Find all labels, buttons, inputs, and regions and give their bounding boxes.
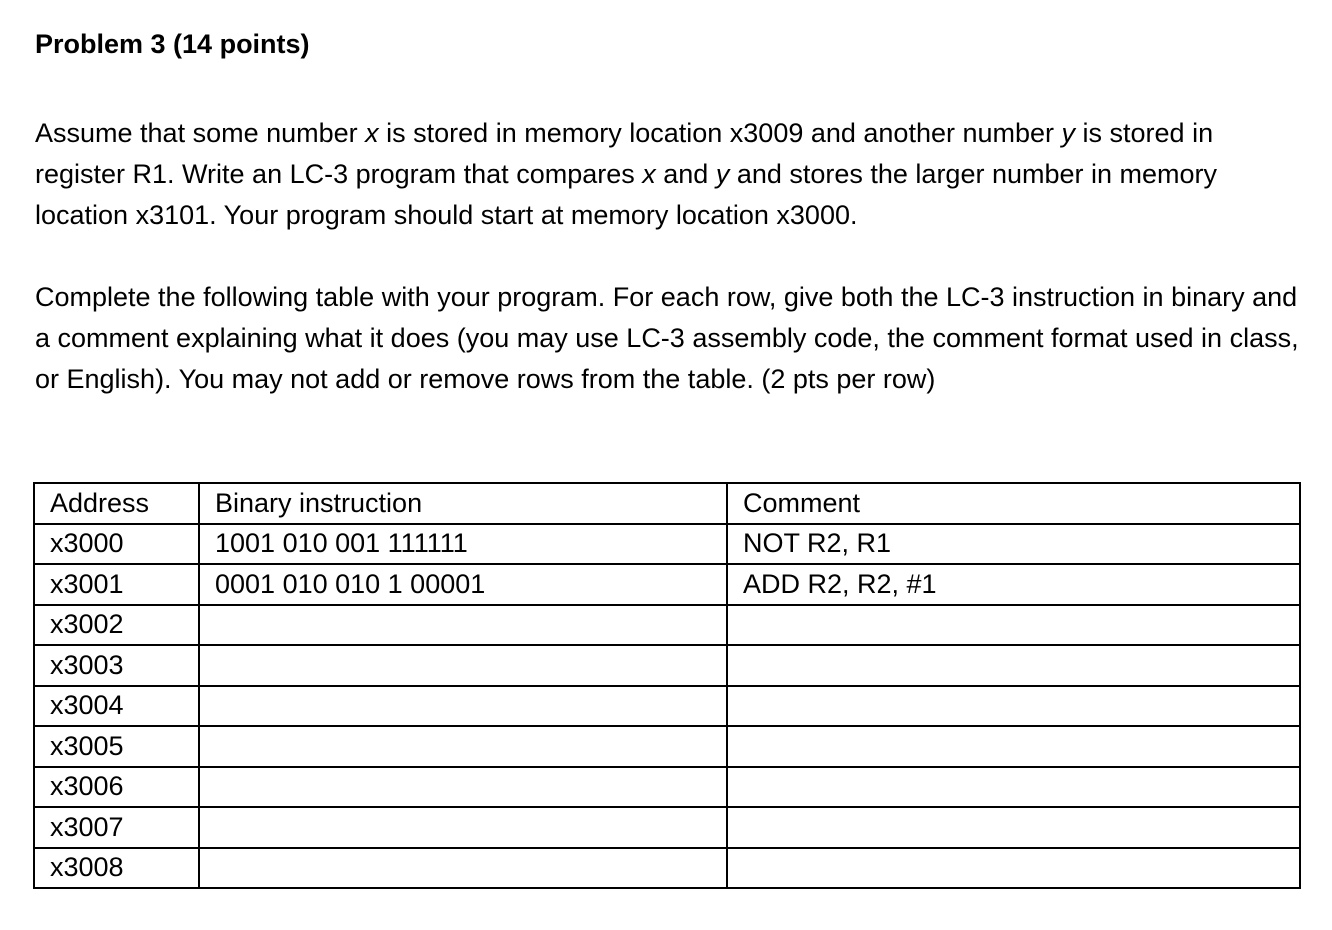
comment-cell[interactable] — [727, 767, 1300, 808]
table-row — [34, 645, 1300, 686]
variable-x: x — [365, 118, 379, 149]
table-row — [34, 848, 1300, 889]
column-header-address: Address — [34, 483, 199, 524]
comment-cell[interactable] — [727, 645, 1300, 686]
binary-instruction-cell[interactable] — [199, 807, 727, 848]
address-cell: x3003 — [34, 645, 199, 686]
binary-instruction-cell[interactable] — [199, 767, 727, 808]
address-cell: x3006 — [34, 767, 199, 808]
statement-text-5: and stores the larger number in memory location x3101. Your program should start at memory location x3000. — [35, 159, 1218, 231]
binary-instruction-cell[interactable] — [199, 848, 727, 889]
problem-statement — [35, 113, 1305, 236]
program-table — [33, 482, 1301, 889]
comment-cell[interactable]: ADD R2, R2, #1 — [727, 564, 1300, 605]
statement-text-4: and — [655, 159, 716, 190]
problem-document — [35, 28, 1305, 400]
comment-cell[interactable] — [727, 807, 1300, 848]
binary-instruction-cell[interactable] — [199, 645, 727, 686]
column-header-binary: Binary instruction — [199, 483, 727, 524]
table-row — [34, 524, 1300, 565]
address-cell: x3007 — [34, 807, 199, 848]
address-cell: x3004 — [34, 686, 199, 727]
comment-cell[interactable] — [727, 726, 1300, 767]
problem-title: Problem 3 (14 points) — [35, 29, 310, 59]
binary-instruction-cell[interactable] — [199, 686, 727, 727]
statement-text-1: Assume that some number — [35, 118, 366, 149]
statement-text-2: is stored in memory location x3009 and another number — [378, 118, 1062, 149]
address-cell: x3000 — [34, 524, 199, 565]
table-row — [34, 767, 1300, 808]
comment-cell[interactable] — [727, 848, 1300, 889]
column-header-comment: Comment — [727, 483, 1300, 524]
variable-y: y — [715, 159, 730, 190]
address-cell: x3002 — [34, 605, 199, 646]
binary-instruction-cell[interactable] — [199, 726, 727, 767]
table-row — [34, 564, 1300, 605]
address-cell: x3008 — [34, 848, 199, 889]
address-cell: x3005 — [34, 726, 199, 767]
problem-instructions: Complete the following table with your program. For each row, give both the LC-3 instruction in binary and a comment explaining what it does (you may use LC-3 assembly code, the comment format used in class, or English). You may not add or remove rows from the table. (2 pts per row) — [35, 282, 1299, 395]
variable-x: x — [642, 159, 656, 190]
variable-y: y — [1061, 118, 1076, 149]
binary-instruction-cell[interactable] — [199, 605, 727, 646]
table-header-row — [34, 483, 1300, 524]
binary-instruction-cell[interactable]: 0001 010 010 1 00001 — [199, 564, 727, 605]
binary-instruction-cell[interactable]: 1001 010 001 111111 — [199, 524, 727, 565]
comment-cell[interactable] — [727, 686, 1300, 727]
table-row — [34, 726, 1300, 767]
statement-text-3: is stored in register R1. Write an LC-3 program that compares — [35, 118, 1214, 190]
comment-cell[interactable]: NOT R2, R1 — [727, 524, 1300, 565]
comment-cell[interactable] — [727, 605, 1300, 646]
table-row — [34, 686, 1300, 727]
table-row — [34, 605, 1300, 646]
table-row — [34, 807, 1300, 848]
address-cell: x3001 — [34, 564, 199, 605]
